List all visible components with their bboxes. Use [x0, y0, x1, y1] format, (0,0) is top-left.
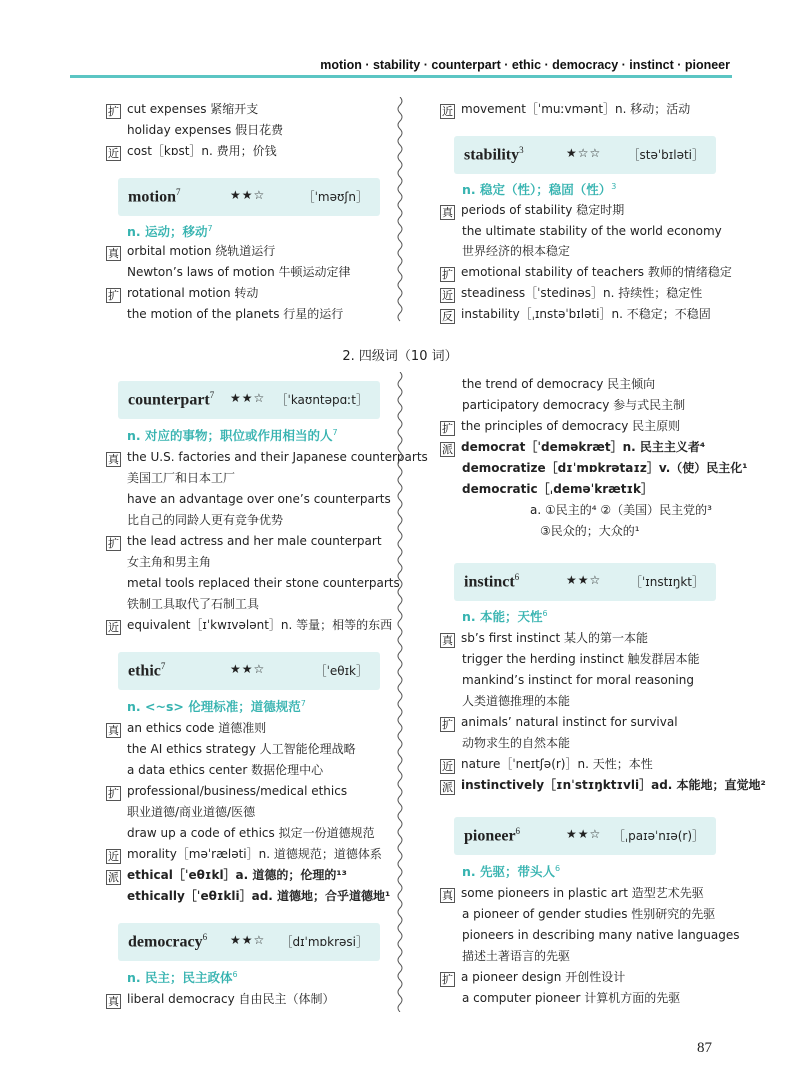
meaning: n. 稳定（性）；稳固（性）$^3$	[462, 181, 617, 197]
star-rating: ★★☆	[566, 573, 602, 587]
headword: motion$^7$	[128, 187, 181, 206]
word-header-motion	[118, 178, 380, 216]
list-item: 世界经济的根本稳定	[462, 244, 571, 258]
list-item: the motion of the planets 行星的运行	[127, 307, 344, 321]
tag-icon: 扩	[108, 537, 119, 550]
list-item: participatory democracy 参与式民主制	[462, 398, 686, 412]
list-item: mankind’s instinct for moral reasoning	[462, 673, 694, 687]
list-item: 扩 the principles of democracy 民主原则	[442, 419, 681, 435]
star-rating: ★★☆	[230, 662, 266, 676]
headword: pioneer$^6$	[464, 826, 521, 845]
list-item: 派 instinctively［ɪnˈstɪŋktɪvli］ad. 本能地；直觉地²	[442, 778, 766, 794]
column-divider-top	[396, 97, 404, 325]
pronunciation: ［ˌpaɪəˈnɪə(r)］	[612, 829, 704, 843]
list-item: 描述土著语言的先驱	[462, 949, 571, 963]
tag-icon: 扩	[442, 268, 453, 281]
list-item: 真 an ethics code 道德准则	[108, 721, 267, 737]
page-header	[0, 0, 800, 80]
list-item: 近 movement［ˈmuːvmənt］n. 移动；活动	[442, 102, 691, 118]
list-item: 真 some pioneers in plastic art 造型艺术先驱	[442, 886, 704, 902]
meaning: n. 运动；移动$^7$	[127, 223, 213, 239]
tag-icon: 近	[108, 147, 119, 160]
list-item: draw up a code of ethics 拟定一份道德规范	[127, 826, 375, 840]
list-item: 近 equivalent［ɪˈkwɪvələnt］n. 等量；相等的东西	[108, 618, 393, 634]
header-bar	[70, 75, 732, 78]
list-item: 职业道德/商业道德/医德	[127, 805, 256, 819]
list-item: 真 periods of stability 稳定时期	[442, 203, 625, 219]
headword: democracy$^6$	[128, 932, 208, 951]
list-item: 扩 emotional stability of teachers 教师的情绪稳定	[442, 265, 732, 281]
list-item: Newton’s laws of motion 牛顿运动定律	[127, 265, 351, 279]
tag-icon: 扩	[442, 718, 453, 731]
word-header-counterpart	[118, 381, 380, 419]
meaning: n. 对应的事物；职位或作用相当的人$^7$	[127, 427, 338, 443]
tag-icon: 扩	[442, 973, 453, 986]
headword: instinct$^6$	[464, 572, 520, 591]
meaning: n. 本能；天性$^6$	[462, 608, 548, 624]
tag-icon: 真	[108, 453, 119, 466]
tag-icon: 近	[442, 105, 453, 118]
star-rating: ★☆☆	[566, 146, 602, 160]
pronunciation: ［ˈɪnstɪŋkt］	[629, 575, 704, 589]
list-item: 真 orbital motion 绕轨道运行	[108, 244, 276, 260]
tag-icon: 扩	[442, 422, 453, 435]
pronunciation: ［ˈkaʊntəpɑːt］	[275, 393, 368, 407]
list-item: 扩 cut expenses 紧缩开支	[108, 102, 259, 118]
list-item: 扩 professional/business/medical ethics	[108, 784, 348, 800]
tag-icon: 真	[108, 995, 119, 1008]
list-item: 铁制工具取代了石制工具	[127, 597, 260, 611]
list-item: 比自己的同龄人更有竞争优势	[127, 513, 284, 527]
list-item: a computer pioneer 计算机方面的先驱	[462, 991, 681, 1005]
list-item: 近 steadiness［ˈstedinəs］n. 持续性；稳定性	[442, 286, 703, 302]
tag-icon: 派	[442, 781, 453, 794]
list-item: 近 morality［məˈræləti］n. 道德规范；道德体系	[108, 847, 382, 863]
list-item: a pioneer of gender studies 性别研究的先驱	[462, 907, 716, 921]
list-item: 女主角和男主角	[127, 555, 212, 569]
list-item: 扩 rotational motion 转动	[108, 286, 259, 302]
pronunciation: ［stəˈbɪləti］	[627, 148, 704, 162]
list-item: 人类道德推理的本能	[462, 694, 571, 708]
list-item: 真 sb’s first instinct 某人的第一本能	[442, 631, 648, 647]
tag-icon: 近	[442, 760, 453, 773]
list-item: 真 the U.S. factories and their Japanese counterparts	[108, 450, 428, 466]
star-rating: ★★☆	[566, 827, 602, 841]
list-item: holiday expenses 假日花费	[127, 123, 284, 137]
tag-icon: 反	[442, 310, 453, 323]
list-item: 扩 animals’ natural instinct for survival	[442, 715, 678, 731]
page-number: 87	[697, 1040, 712, 1056]
list-item: democratize［dɪˈmɒkrətaɪz］v.（使）民主化¹	[462, 461, 748, 475]
list-item: 近 cost［kɒst］n. 费用；价钱	[108, 144, 277, 160]
tag-icon: 扩	[108, 787, 119, 800]
meaning: n. <~s> 伦理标准；道德规范$^7$	[127, 698, 306, 714]
list-item: the ultimate stability of the world economy	[462, 224, 722, 238]
headword: counterpart$^7$	[128, 390, 215, 409]
list-item: 扩 the lead actress and her male counterpart	[108, 534, 382, 550]
tag-icon: 近	[442, 289, 453, 302]
list-item: 动物求生的自然本能	[462, 736, 571, 750]
list-item: ethically［ˈeθɪkli］ad. 道德地；合乎道德地¹	[127, 889, 391, 903]
tag-icon: 近	[108, 850, 119, 863]
tag-icon: 真	[108, 247, 119, 260]
meaning: n. 民主；民主政体$^6$	[127, 969, 238, 985]
list-item: 派 democrat［ˈdeməkræt］n. 民主主义者⁴	[442, 440, 706, 456]
section-title: 2. 四级词（10 词）	[342, 349, 458, 364]
pronunciation: ［dɪˈmɒkrəsi］	[280, 935, 368, 949]
tag-icon: 近	[108, 621, 119, 634]
list-item: 真 liberal democracy 自由民主（体制）	[108, 992, 335, 1008]
list-item: 派 ethical［ˈeθɪkl］a. 道德的；伦理的¹³	[108, 868, 347, 884]
word-header-instinct	[454, 563, 716, 601]
list-item: a data ethics center 数据伦理中心	[127, 763, 324, 777]
tag-icon: 真	[108, 724, 119, 737]
tag-icon: 派	[108, 871, 119, 884]
word-header-pioneer	[454, 817, 716, 855]
pronunciation: ［ˈeθɪk］	[314, 664, 368, 678]
list-item: democratic［ˌdeməˈkrætɪk］	[462, 482, 654, 496]
list-item: 近 nature［ˈneɪtʃə(r)］n. 天性；本性	[442, 757, 653, 773]
star-rating: ★★☆	[230, 933, 266, 947]
meaning: n. 先驱；带头人$^6$	[462, 863, 561, 879]
column-divider-bottom	[396, 372, 404, 1012]
tag-icon: 扩	[108, 289, 119, 302]
list-item: 反 instability［ˌɪnstəˈbɪləti］n. 不稳定；不稳固	[442, 307, 711, 323]
list-item: trigger the herding instinct 触发群居本能	[462, 652, 700, 666]
list-item: the trend of democracy 民主倾向	[462, 377, 656, 391]
list-item: pioneers in describing many native languages	[462, 928, 740, 942]
header-title: motion · stability · counterpart · ethic · democracy · instinct · pioneer	[320, 58, 730, 72]
star-rating: ★★☆	[230, 391, 266, 405]
tag-icon: 扩	[108, 105, 119, 118]
headword: stability$^3$	[464, 145, 524, 164]
headword: ethic$^7$	[128, 661, 166, 680]
tag-icon: 真	[442, 889, 453, 902]
list-item: the AI ethics strategy 人工智能伦理战略	[127, 742, 356, 756]
tag-icon: 派	[442, 443, 453, 456]
star-rating: ★★☆	[230, 188, 266, 202]
tag-icon: 真	[442, 634, 453, 647]
list-item: ③民众的；大众的¹	[540, 524, 640, 538]
list-item: have an advantage over one’s counterparts	[127, 492, 391, 506]
word-header-stability	[454, 136, 716, 174]
list-item: a. ①民主的⁴ ②（美国）民主党的³	[530, 503, 712, 517]
list-item: 扩 a pioneer design 开创性设计	[442, 970, 626, 986]
word-header-ethic	[118, 652, 380, 690]
pronunciation: ［ˈməʊʃn］	[302, 190, 368, 204]
list-item: metal tools replaced their stone counterparts	[127, 576, 400, 590]
tag-icon: 真	[442, 206, 453, 219]
list-item: 美国工厂和日本工厂	[127, 471, 236, 485]
word-header-democracy	[118, 923, 380, 961]
